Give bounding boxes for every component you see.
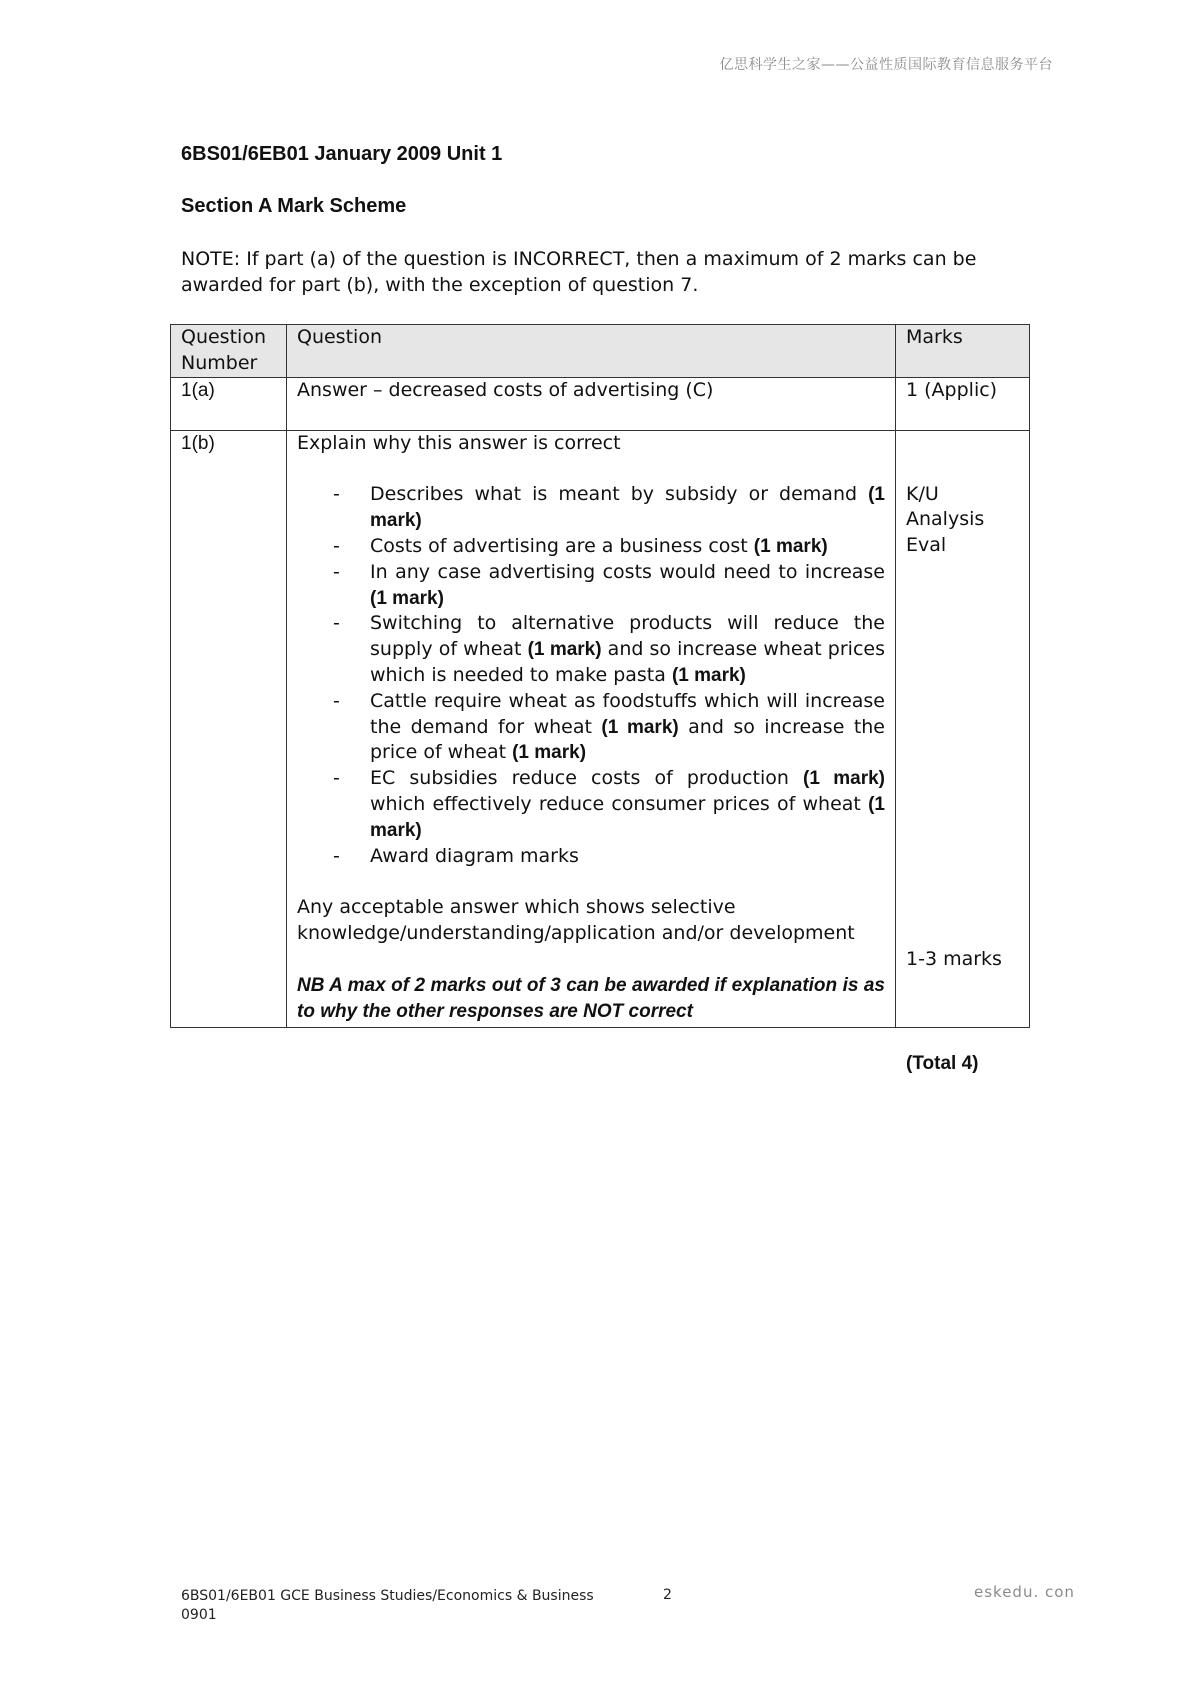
point-text: In any case advertising costs would need to increase xyxy=(370,560,885,583)
watermark-header: 亿思科学生之家——公益性质国际教育信息服务平台 xyxy=(719,57,1053,73)
marks-1b xyxy=(896,430,1030,1074)
table-header-row xyxy=(171,325,1030,378)
acceptable-answer-note: Any acceptable answer which shows selective knowledge/understanding/application and/or development xyxy=(297,896,855,945)
point-text: Cattle require wheat as foodstuffs which will increase the demand for wheat xyxy=(370,689,885,738)
point-mark: (1 mark) xyxy=(527,639,602,661)
point-text-cont: which effectively reduce consumer prices of wheat xyxy=(370,792,869,815)
mark-scheme-table xyxy=(170,324,1030,1074)
point-mark: (1 mark) xyxy=(370,793,885,841)
marks-1a: 1 (Applic) xyxy=(896,377,1030,430)
point-text: Award diagram marks xyxy=(370,844,579,867)
header-marks: Marks xyxy=(896,325,1030,378)
point-mark: (1 mark) xyxy=(512,742,587,764)
point-text: Switching to alternative products will reduce the supply of wheat xyxy=(370,612,885,661)
footer-line-2: 0901 xyxy=(181,1607,217,1623)
point-mark: (1 mark) xyxy=(370,587,444,609)
header-question: Question xyxy=(287,325,896,378)
mark-points-list xyxy=(297,482,885,869)
point-text-cont: and so increase wheat prices which is needed to make pasta xyxy=(370,638,885,686)
marks-skills xyxy=(906,482,984,559)
question-content-1b xyxy=(287,430,896,1027)
skill-analysis: Analysis xyxy=(906,508,985,531)
point-text: Describes what is meant by subsidy or demand xyxy=(370,483,869,506)
list-item xyxy=(297,689,885,766)
question-number-1b: 1(b) xyxy=(171,430,287,1027)
list-item xyxy=(297,534,885,560)
list-item xyxy=(297,844,885,870)
nb-note: NB A max of 2 marks out of 3 can be awarded if explanation is as to why the other responses are NOT correct xyxy=(297,974,885,1022)
point-mark: (1 mark) xyxy=(601,716,679,738)
marks-range: 1-3 marks xyxy=(906,947,1002,970)
document-title: 6BS01/6EB01 January 2009 Unit 1 xyxy=(181,143,503,165)
table-row-1b xyxy=(171,430,1030,1027)
header-question-number: Question Number xyxy=(171,325,287,378)
section-title: Section A Mark Scheme xyxy=(181,195,407,217)
marks-total: (Total 4) xyxy=(906,1052,979,1074)
point-mark: (1 mark) xyxy=(803,768,886,790)
point-mark: (1 mark) xyxy=(753,535,828,557)
answer-1a: Answer – decreased costs of advertising (C) xyxy=(287,377,896,430)
skill-eval: Eval xyxy=(906,534,947,557)
question-intro-1b: Explain why this answer is correct xyxy=(297,431,621,454)
list-item xyxy=(297,560,885,612)
point-text: Costs of advertising are a business cost xyxy=(370,534,754,557)
footer-document-info xyxy=(181,1587,594,1625)
point-mark: (1 mark) xyxy=(671,664,746,686)
list-item xyxy=(297,482,885,534)
point-text-cont: and so increase the price of wheat xyxy=(370,715,885,764)
footer-line-1: 6BS01/6EB01 GCE Business Studies/Economics & Business xyxy=(181,1588,594,1604)
point-mark: (1 mark) xyxy=(370,484,885,532)
skill-ku: K/U xyxy=(906,482,939,505)
question-number-1a: 1(a) xyxy=(171,377,287,430)
list-item xyxy=(297,766,885,843)
point-text: EC subsidies reduce costs of production xyxy=(370,767,804,790)
list-item xyxy=(297,611,885,688)
footer-watermark: eskedu. con xyxy=(974,1583,1075,1601)
table-row-1a xyxy=(171,377,1030,430)
note-paragraph: NOTE: If part (a) of the question is INCORRECT, then a maximum of 2 marks can be awarded for part (b), with the exception of question 7. xyxy=(181,248,977,296)
page-number: 2 xyxy=(663,1587,672,1603)
